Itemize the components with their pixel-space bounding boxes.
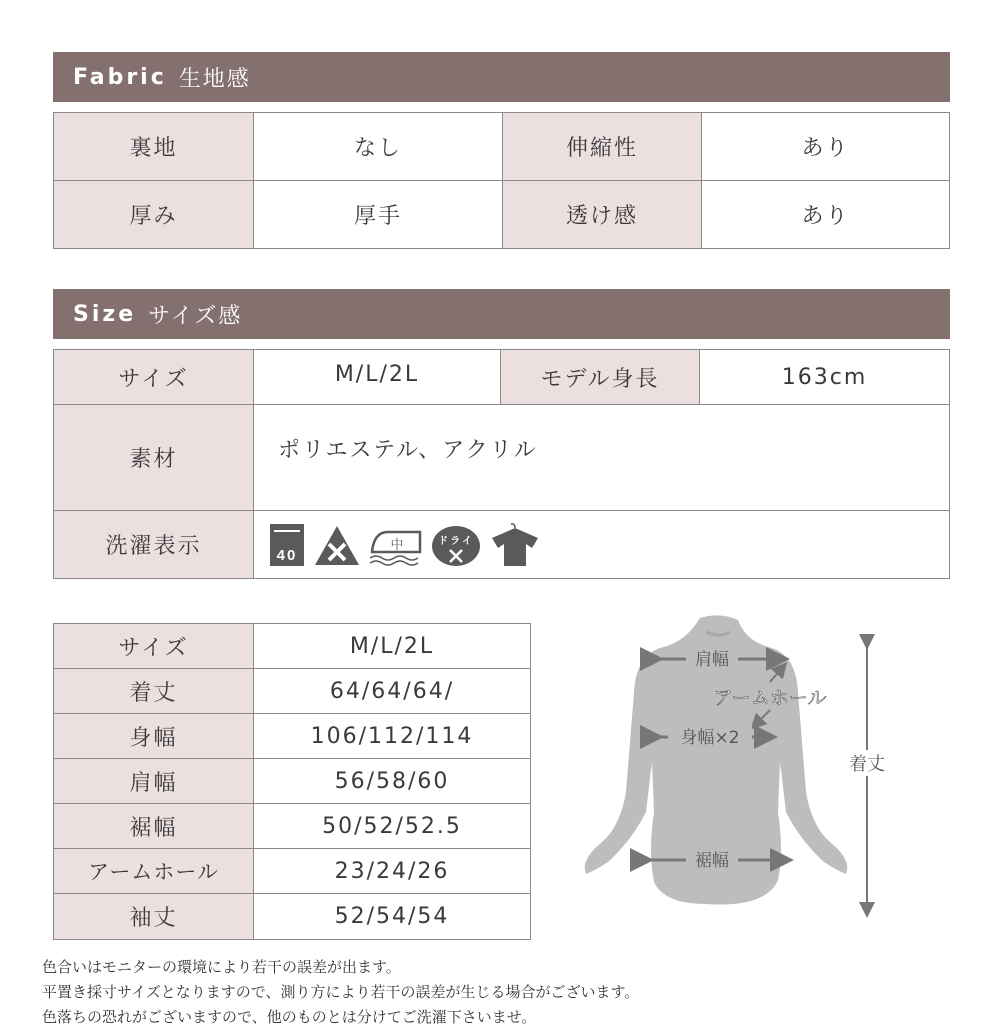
care-icons [254,511,950,579]
fabric-title-jp: 生地感 [178,66,251,92]
measure-label: サイズ [54,624,254,669]
hang-dry-icon [488,520,542,570]
iron-temp-text: 中 [390,537,406,553]
measure-label: 着丈 [54,669,254,714]
stretch-label: 伸縮性 [503,113,702,181]
table-row [54,669,531,714]
no-dry-clean-icon [430,522,482,568]
fabric-header [53,52,950,102]
diagram-hem-label: 裾幅 [695,851,729,871]
wash-40-icon [268,522,306,568]
thickness-value: 厚手 [254,181,503,249]
note-line: 色落ちの恐れがございますので、他のものとは分けてご洗濯下さいませ。 [42,1008,537,1026]
fabric-title-en: Fabric [73,64,167,90]
size-value: M/L/2L [254,350,501,405]
table-row [54,849,531,894]
size-title-jp: サイズ感 [148,303,243,329]
measure-value: 64/64/64/ [254,669,531,714]
measure-value: 50/52/52.5 [254,804,531,849]
table-row [54,181,950,249]
diagram-length-label: 着丈 [849,754,885,775]
measure-label: 裾幅 [54,804,254,849]
table-row [54,624,531,669]
material-value: ポリエステル、アクリル [254,405,950,511]
lining-label: 裏地 [54,113,254,181]
diagram-width-label: 身幅×2 [680,728,740,748]
model-height-label: モデル身長 [501,350,700,405]
table-row [54,350,950,405]
table-row [54,894,531,940]
material-label: 素材 [54,405,254,511]
table-row [54,405,950,511]
sheer-label: 透け感 [503,181,702,249]
lining-value: なし [254,113,503,181]
measure-label: 袖丈 [54,894,254,940]
fabric-table [53,112,950,249]
diagram-shoulder-label: 肩幅 [695,650,729,670]
stretch-value: あり [702,113,950,181]
garment-diagram [560,612,900,924]
diagram-armhole-label: アームホール [713,687,827,709]
measure-value: 106/112/114 [254,714,531,759]
notes [42,955,639,1030]
note-line: 平置き採寸サイズとなりますので、測り方により若干の誤差が生じる場合がございます。 [42,983,640,1001]
size-label: サイズ [54,350,254,405]
thickness-label: 厚み [54,181,254,249]
measure-label: 肩幅 [54,759,254,804]
measure-label: アームホール [54,849,254,894]
wash-temp-text: 40 [276,546,298,564]
size-title-en: Size [73,301,137,327]
dry-text: ドライ [438,535,474,547]
size-header [53,289,950,339]
table-row [54,759,531,804]
measure-label: 身幅 [54,714,254,759]
no-bleach-icon [312,522,362,568]
care-label: 洗濯表示 [54,511,254,579]
iron-medium-icon [368,522,424,568]
table-row [54,804,531,849]
table-row [54,113,950,181]
measure-value: M/L/2L [254,624,531,669]
measurement-table [53,623,531,940]
note-line: 色合いはモニターの環境により若干の誤差が出ます。 [42,958,401,976]
model-height-value: 163cm [700,350,950,405]
size-table [53,349,950,579]
measure-value: 52/54/54 [254,894,531,940]
measure-value: 56/58/60 [254,759,531,804]
sheer-value: あり [702,181,950,249]
table-row [54,714,531,759]
table-row [54,511,950,579]
measure-value: 23/24/26 [254,849,531,894]
